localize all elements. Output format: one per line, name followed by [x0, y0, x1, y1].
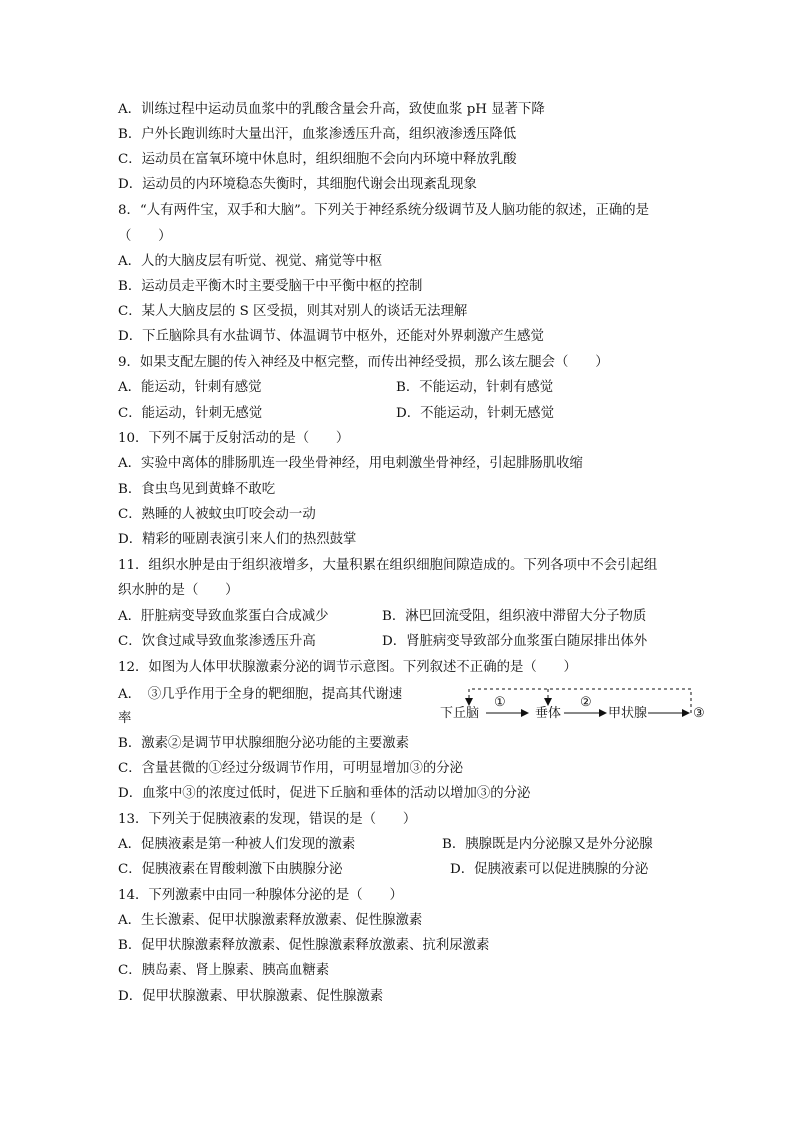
q7-option-b: B．户外长跑训练时大量出汗，血浆渗透压升高，组织液渗透压降低	[118, 127, 517, 142]
q8-stem-cont: （ ）	[118, 229, 172, 244]
q11-option-c: C．饮食过咸导致血浆渗透压升高	[118, 634, 316, 649]
q8-stem: 8．“人有两件宝，双手和大脑”。下列关于神经系统分级调节及人脑功能的叙述，正确的是	[118, 203, 650, 218]
q10-stem: 10．下列不属于反射活动的是（ ）	[118, 431, 350, 446]
q10-option-c: C．熟睡的人被蚊虫叮咬会动一动	[118, 507, 316, 522]
q13-stem: 13．下列关于促胰液素的发现，错误的是（ ）	[118, 812, 417, 827]
q12-option-a: A． ③几乎作用于全身的靶细胞，提高其代谢速	[118, 687, 403, 702]
q14-option-a: A．生长激素、促甲状腺激素释放激素、促性腺激素	[118, 913, 423, 928]
thyroid-regulation-diagram	[436, 683, 716, 727]
q9-option-c: C．能运动，针刺无感觉	[118, 406, 263, 421]
q7-option-c: C．运动员在富氧环境中休息时，组织细胞不会向内环境中释放乳酸	[118, 152, 517, 167]
node-hypothalamus: 下丘脑	[440, 706, 480, 721]
q8-option-d: D．下丘脑除具有水盐调节、体温调节中枢外，还能对外界刺激产生感觉	[118, 329, 544, 344]
q9-option-b: B．不能运动，针刺有感觉	[396, 380, 554, 395]
q11-stem: 11．组织水肿是由于组织液增多，大量积累在组织细胞间隙造成的。下列各项中不会引起组	[118, 558, 658, 573]
label-hormone-2: ②	[580, 695, 592, 710]
q13-option-b: B．胰腺既是内分泌腺又是外分泌腺	[442, 837, 653, 852]
q14-stem: 14．下列激素中由同一种腺体分泌的是（ ）	[118, 888, 403, 903]
q12-option-b: B．激素②是调节甲状腺细胞分泌功能的主要激素	[118, 736, 410, 751]
q9-option-d: D．不能运动，针刺无感觉	[396, 406, 555, 421]
q12-option-c: C．含量甚微的①经过分级调节作用，可明显增加③的分泌	[118, 761, 464, 776]
q9-option-a: A．能运动，针刺有感觉	[118, 380, 262, 395]
q11-option-d: D．肾脏病变导致部分血浆蛋白随尿排出体外	[382, 634, 648, 649]
q14-option-c: C．胰岛素、肾上腺素、胰高血糖素	[118, 963, 330, 978]
q8-option-b: B．运动员走平衡木时主要受脑干中平衡中枢的控制	[118, 279, 423, 294]
q13-option-a: A．促胰液素是第一种被人们发现的激素	[118, 837, 356, 852]
q13-option-d: D．促胰液素可以促进胰腺的分泌	[450, 862, 649, 877]
node-thyroid: 甲状腺	[608, 706, 648, 721]
q10-option-a: A．实验中离体的腓肠肌连一段坐骨神经，用电刺激坐骨神经，引起腓肠肌收缩	[118, 456, 583, 471]
q14-option-b: B．促甲状腺激素释放激素、促性腺激素释放激素、抗利尿激素	[118, 938, 490, 953]
label-hormone-1: ①	[494, 695, 506, 710]
q7-option-a: A．训练过程中运动员血浆中的乳酸含量会升高，致使血浆 pH 显著下降	[118, 102, 545, 117]
q12-option-a-cont: 率	[118, 711, 132, 726]
label-hormone-3: ③	[693, 706, 705, 721]
q10-option-d: D．精彩的哑剧表演引来人们的热烈鼓掌	[118, 532, 357, 547]
q9-stem: 9．如果支配左腿的传入神经及中枢完整，而传出神经受损，那么该左腿会（ ）	[118, 355, 609, 370]
q12-stem: 12．如图为人体甲状腺激素分泌的调节示意图。下列叙述不正确的是（ ）	[118, 660, 577, 675]
q11-option-a: A．肝脏病变导致血浆蛋白合成减少	[118, 609, 329, 624]
node-pituitary: 垂体	[535, 706, 562, 721]
q10-option-b: B．食虫鸟见到黄蜂不敢吃	[118, 482, 276, 497]
q8-option-a: A．人的大脑皮层有听觉、视觉、痛觉等中枢	[118, 254, 383, 269]
q11-option-b: B．淋巴回流受阻，组织液中滞留大分子物质	[382, 609, 647, 624]
q14-option-d: D．促甲状腺激素、甲状腺激素、促性腺激素	[118, 989, 384, 1004]
q7-option-d: D．运动员的内环境稳态失衡时，其细胞代谢会出现紊乱现象	[118, 177, 477, 192]
q11-stem-cont: 织水肿的是（ ）	[118, 583, 239, 598]
q13-option-c: C．促胰液素在胃酸刺激下由胰腺分泌	[118, 862, 343, 877]
q12-option-d: D．血浆中③的浓度过低时，促进下丘脑和垂体的活动以增加③的分泌	[118, 786, 531, 801]
q8-option-c: C．某人大脑皮层的 S 区受损，则其对别人的谈话无法理解	[118, 304, 468, 319]
